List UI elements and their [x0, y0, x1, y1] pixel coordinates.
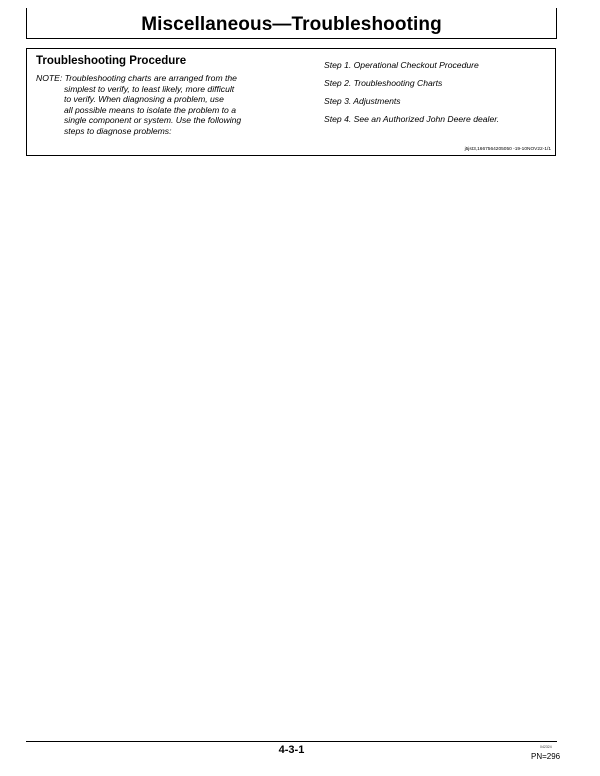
note-line: NOTE: Troubleshooting charts are arranged from the [36, 73, 237, 83]
note-line: simplest to verify, to least likely, more difficult [64, 83, 235, 94]
troubleshooting-procedure-section [26, 48, 556, 156]
title-underline [26, 38, 557, 39]
pn-label: PN=296 [531, 752, 561, 761]
note-line: steps to diagnose problems: [64, 125, 172, 136]
note-line: to verify. When diagnosing a problem, use [64, 94, 224, 105]
footer-small-code: 042324 [540, 745, 552, 749]
steps-list [324, 60, 554, 132]
note-block [36, 73, 286, 137]
page-number: 4-3-1 [278, 744, 305, 756]
step-item: Step 4. See an Authorized John Deere dealer. [324, 114, 500, 124]
reference-code: j5jst3,1667564205050 -19-10NOV22-1/1 [464, 147, 551, 152]
footer-rule [26, 741, 557, 742]
page-title: Miscellaneous—Troubleshooting [141, 14, 442, 35]
step-item: Step 1. Operational Checkout Procedure [324, 60, 479, 70]
step-item: Step 3. Adjustments [324, 96, 401, 106]
step-item: Step 2. Troubleshooting Charts [324, 78, 443, 88]
note-line: single component or system. Use the following [64, 115, 242, 126]
section-heading: Troubleshooting Procedure [36, 55, 187, 67]
note-line: all possible means to isolate the problem to a [64, 104, 236, 115]
